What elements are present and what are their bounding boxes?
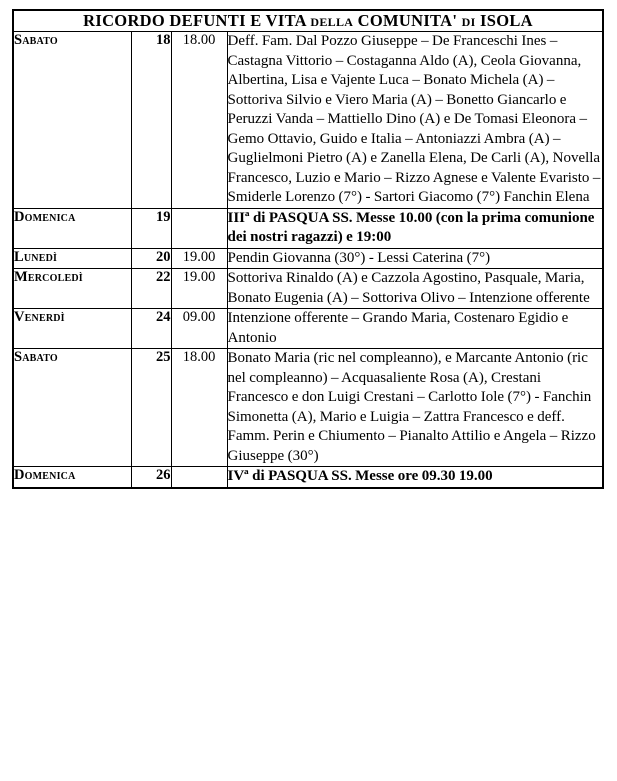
- row-daynumber: 20: [131, 248, 171, 269]
- row-daynumber: 26: [131, 467, 171, 488]
- row-daynumber: 25: [131, 349, 171, 467]
- table-row: [13, 269, 603, 309]
- table-row: [13, 467, 603, 488]
- row-day: Venerdì: [13, 309, 131, 349]
- row-day: Lunedì: [13, 248, 131, 269]
- row-time: 19.00: [171, 248, 227, 269]
- row-time: [171, 208, 227, 248]
- table-title-row: [13, 10, 603, 32]
- table-row: [13, 208, 603, 248]
- row-day: Mercoledì: [13, 269, 131, 309]
- table-row: [13, 349, 603, 467]
- row-intentions: Deff. Fam. Dal Pozzo Giuseppe – De Franceschi Ines – Castagna Vittorio – Costaganna Aldo (A), Ceola Giovanna, Albertina, Lisa e Vajente Luca – Bonato Michela (A) – Sottoriva Silvio e Viero Maria (A) – Bonetto Giancarlo e Peruzzi Vanda – Mattiello Dino (A) e De Tomasi Eleonora – Gemo Ottavio, Guido e Italia – Antoniazzi Ambra (A) – Guglielmoni Pietro (A) e Zanella Elena, De Carli (A), Novella Francesco, Luzio e Mario – Rizzo Agnese e Valente Evaristo – Smiderle Lorenzo (7°) - Sartori Giacomo (7°) Fanchin Elena: [227, 32, 603, 209]
- row-intentions: Sottoriva Rinaldo (A) e Cazzola Agostino, Pasquale, Maria, Bonato Eugenia (A) – Sottoriva Olivo – Intenzione offerente: [227, 269, 603, 309]
- table-body: [13, 32, 603, 488]
- row-day: Sabato: [13, 32, 131, 209]
- row-intentions: Bonato Maria (ric nel compleanno), e Marcante Antonio (ric nel compleanno) – Acquasaliente Rosa (A), Crestani Francesco e don Luigi Crestani – Carlotto Iole (7°) - Fanchin Simonetta (A), Mario e Luigia – Zattra Francesco e deff. Famm. Perin e Chiumento – Pianalto Attilio e Angela – Rizzo Giuseppe (30°): [227, 349, 603, 467]
- row-time: 19.00: [171, 269, 227, 309]
- table-row: [13, 248, 603, 269]
- row-day: Domenica: [13, 208, 131, 248]
- page-title: RICORDO DEFUNTI E VITA della COMUNITA' di ISOLA: [13, 10, 603, 32]
- row-daynumber: 22: [131, 269, 171, 309]
- schedule-table: [12, 9, 604, 489]
- row-daynumber: 24: [131, 309, 171, 349]
- row-intentions: Intenzione offerente – Grando Maria, Costenaro Egidio e Antonio: [227, 309, 603, 349]
- row-time: [171, 467, 227, 488]
- row-daynumber: 19: [131, 208, 171, 248]
- row-intentions: IVª di PASQUA SS. Messe ore 09.30 19.00: [227, 467, 603, 488]
- table-row: [13, 32, 603, 209]
- row-intentions: IIIª di PASQUA SS. Messe 10.00 (con la prima comunione dei nostri ragazzi) e 19:00: [227, 208, 603, 248]
- row-daynumber: 18: [131, 32, 171, 209]
- row-time: 18.00: [171, 32, 227, 209]
- row-day: Domenica: [13, 467, 131, 488]
- row-time: 09.00: [171, 309, 227, 349]
- table-row: [13, 309, 603, 349]
- row-day: Sabato: [13, 349, 131, 467]
- row-time: 18.00: [171, 349, 227, 467]
- row-intentions: Pendin Giovanna (30°) - Lessi Caterina (7°): [227, 248, 603, 269]
